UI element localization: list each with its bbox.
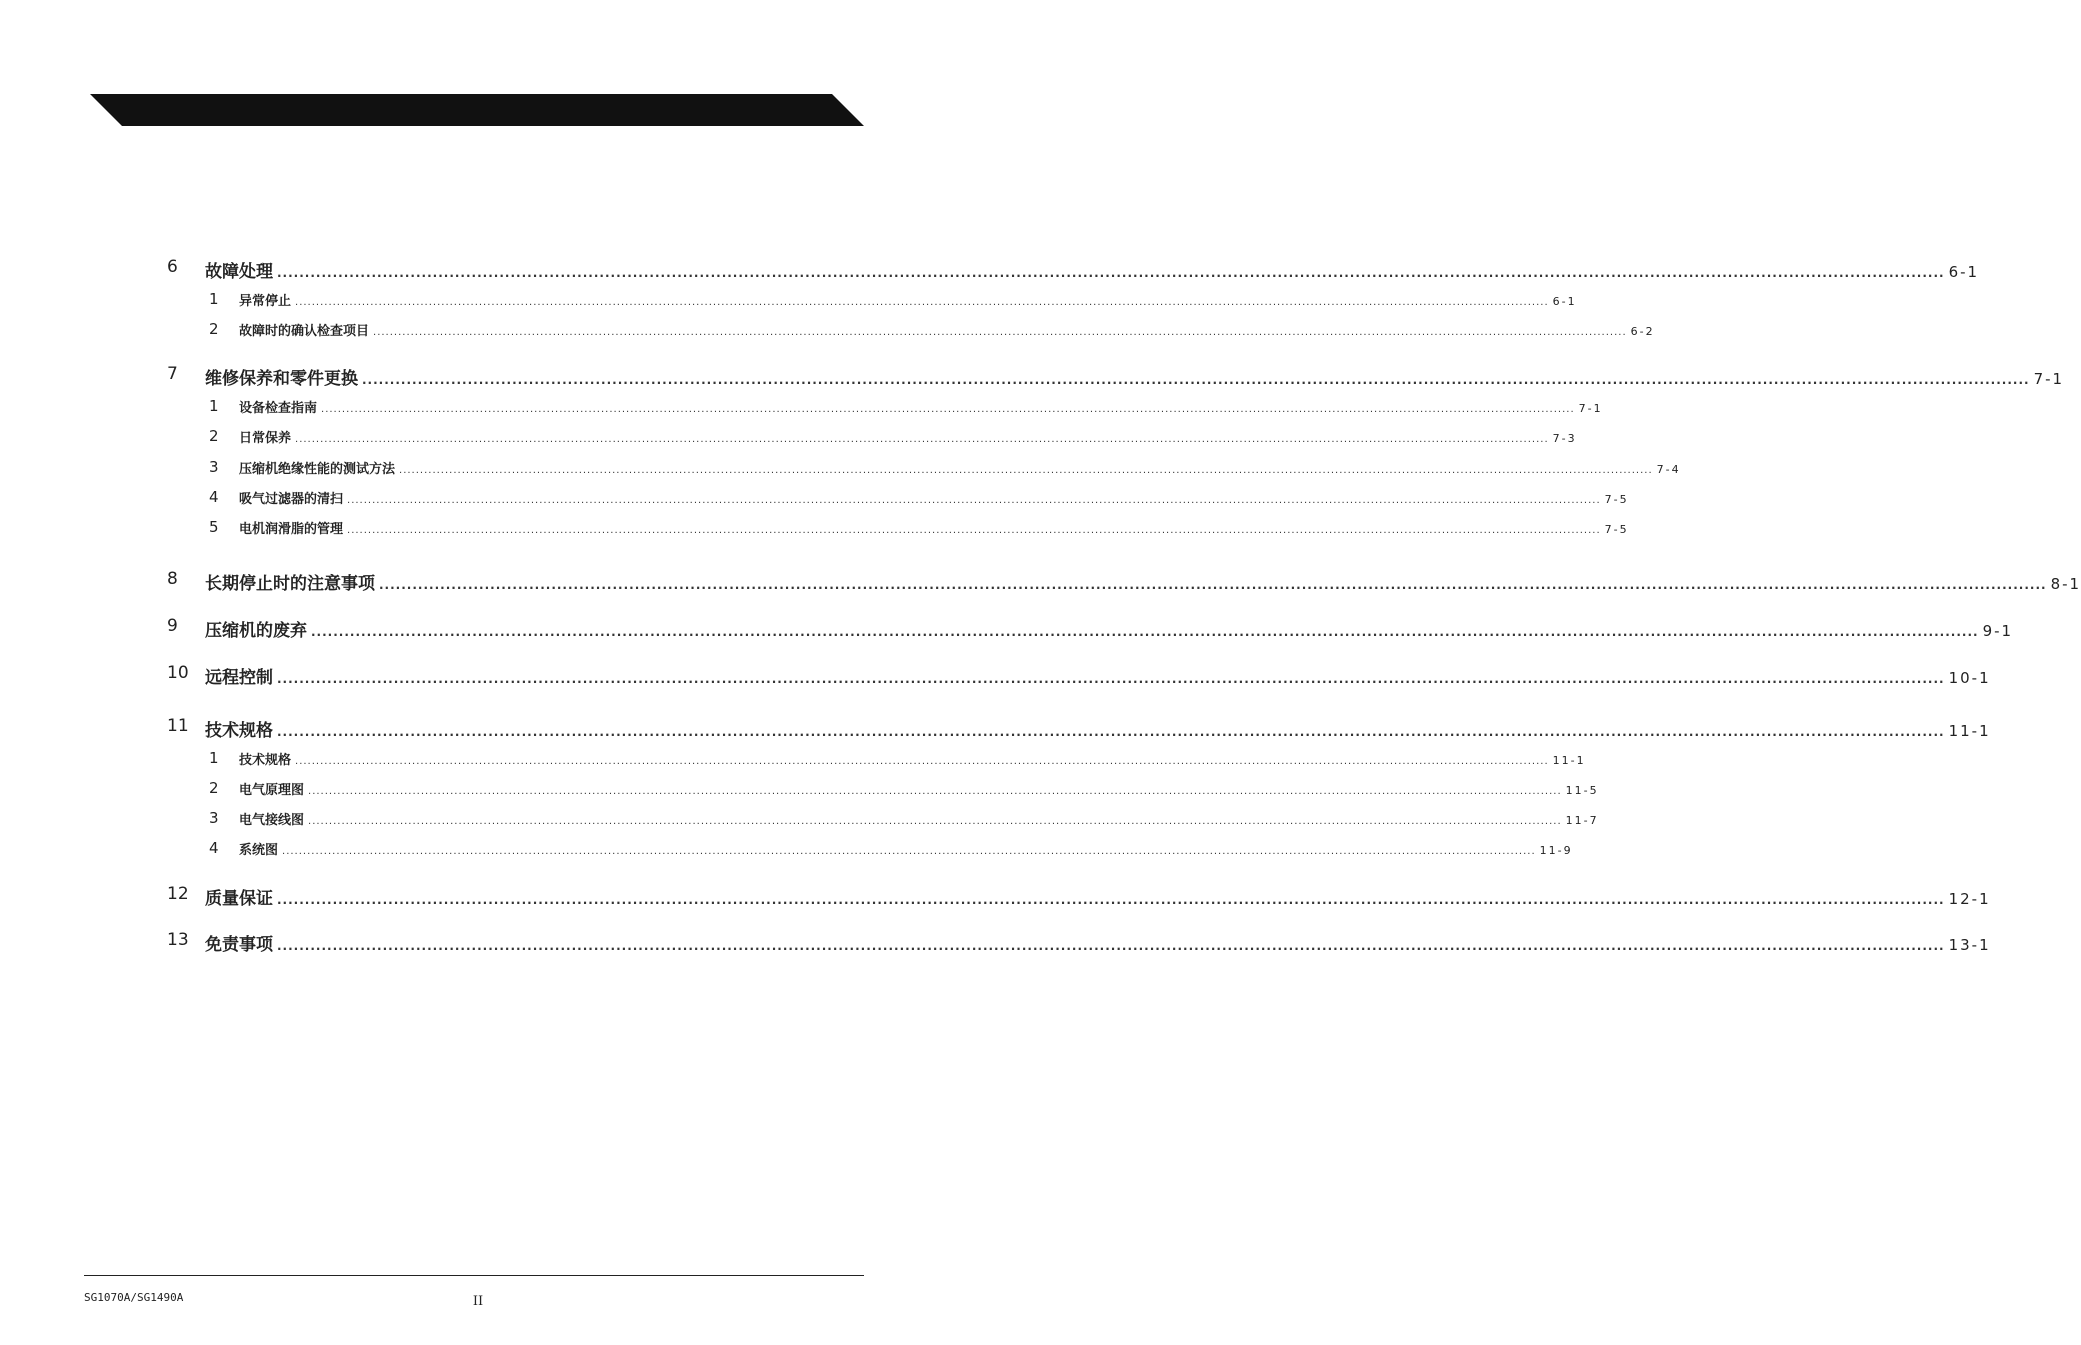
toc-chapter-entry[interactable] — [167, 616, 2014, 641]
toc-dot-leader: ............................................................................................................................................................................................................................................................................................................ — [373, 327, 1627, 338]
toc-dot-leader: ............................................................................................................................................................................................................................................................................................................ — [399, 465, 1653, 476]
toc-entry-page: 7-3 — [1552, 432, 1577, 445]
toc-entry-page: 11-9 — [1539, 844, 1573, 857]
toc-entry-number: 13 — [167, 930, 189, 950]
toc-entry-number: 4 — [209, 839, 219, 857]
toc-entry-title: 电机润滑脂的管理 — [239, 522, 344, 537]
toc-chapter-entry[interactable] — [167, 569, 2081, 594]
toc-section-entry[interactable] — [209, 749, 1586, 768]
toc-entry-title: 维修保养和零件更换 — [205, 369, 358, 389]
toc-section-entry[interactable] — [209, 397, 1603, 416]
toc-chapter-entry[interactable] — [167, 930, 1991, 955]
toc-entry-page: 11-1 — [1552, 754, 1586, 767]
footer-divider — [84, 1275, 864, 1276]
toc-entry-number: 1 — [209, 397, 219, 415]
toc-entry-page: 6-1 — [1552, 295, 1577, 308]
toc-entry-page: 6-2 — [1630, 325, 1655, 338]
toc-section-entry[interactable] — [209, 839, 1573, 858]
toc-entry-page: 11-1 — [1948, 722, 1991, 740]
toc-entry-number: 10 — [167, 663, 189, 683]
toc-dot-leader: ............................................................................................................................................................................................................................................................................................................ — [347, 495, 1601, 506]
toc-entry-number: 1 — [209, 749, 219, 767]
toc-entry-title: 系统图 — [239, 843, 279, 858]
toc-chapter-entry[interactable] — [167, 716, 1991, 741]
toc-entry-page: 8-1 — [2050, 575, 2081, 593]
toc-entry-number: 5 — [209, 518, 219, 536]
toc-entry-page: 7-5 — [1604, 493, 1629, 506]
toc-dot-leader: ............................................................................................................................................................................................................................................................................................................ — [277, 672, 1945, 686]
toc-dot-leader: ............................................................................................................................................................................................................................................................................................................ — [277, 725, 1945, 739]
toc-entry-page: 11-5 — [1565, 784, 1599, 797]
toc-entry-number: 2 — [209, 427, 219, 445]
toc-section-entry[interactable] — [209, 809, 1599, 828]
toc-entry-number: 2 — [209, 779, 219, 797]
toc-dot-leader: ............................................................................................................................................................................................................................................................................................................ — [295, 756, 1549, 767]
toc-entry-number: 1 — [209, 290, 219, 308]
toc-entry-page: 11-7 — [1565, 814, 1599, 827]
toc-entry-title: 技术规格 — [205, 721, 273, 741]
toc-dot-leader: ............................................................................................................................................................................................................................................................................................................ — [277, 939, 1945, 953]
toc-chapter-entry[interactable] — [167, 884, 1991, 909]
toc-entry-title: 吸气过滤器的清扫 — [239, 492, 344, 507]
toc-entry-number: 3 — [209, 809, 219, 827]
toc-dot-leader: ............................................................................................................................................................................................................................................................................................................ — [321, 404, 1575, 415]
toc-entry-title: 电气接线图 — [239, 813, 305, 828]
toc-entry-title: 压缩机绝缘性能的测试方法 — [239, 462, 396, 477]
toc-entry-page: 13-1 — [1948, 936, 1991, 954]
toc-entry-title: 日常保养 — [239, 431, 292, 446]
toc-section-entry[interactable] — [209, 779, 1599, 798]
toc-chapter-entry[interactable] — [167, 257, 1980, 282]
toc-section-entry[interactable] — [209, 290, 1577, 309]
toc-entry-page: 6-1 — [1948, 263, 1980, 281]
toc-entry-page: 12-1 — [1948, 890, 1991, 908]
toc-chapter-entry[interactable] — [167, 364, 2065, 389]
toc-entry-number: 3 — [209, 458, 219, 476]
toc-entry-title: 免责事项 — [205, 935, 273, 955]
toc-entry-page: 7-1 — [1578, 402, 1603, 415]
toc-entry-title: 压缩机的废弃 — [205, 621, 307, 641]
toc-dot-leader: ............................................................................................................................................................................................................................................................................................................ — [295, 434, 1549, 445]
toc-entry-page: 10-1 — [1948, 669, 1991, 687]
toc-entry-title: 故障处理 — [205, 262, 273, 282]
toc-dot-leader: ............................................................................................................................................................................................................................................................................................................ — [308, 816, 1562, 827]
toc-section-entry[interactable] — [209, 320, 1655, 339]
toc-entry-page: 7-4 — [1656, 463, 1681, 476]
toc-entry-title: 设备检查指南 — [239, 401, 318, 416]
toc-dot-leader: ............................................................................................................................................................................................................................................................................................................ — [282, 846, 1536, 857]
toc-dot-leader: ............................................................................................................................................................................................................................................................................................................ — [362, 373, 2030, 387]
toc-dot-leader: ............................................................................................................................................................................................................................................................................................................ — [311, 625, 1979, 639]
toc-section-entry[interactable] — [209, 488, 1629, 507]
toc-entry-title: 质量保证 — [205, 889, 273, 909]
toc-entry-title: 技术规格 — [239, 753, 292, 768]
toc-dot-leader: ............................................................................................................................................................................................................................................................................................................ — [379, 578, 2047, 592]
toc-entry-title: 长期停止时的注意事项 — [205, 574, 375, 594]
toc-entry-number: 11 — [167, 716, 189, 736]
toc-section-entry[interactable] — [209, 427, 1577, 446]
toc-entry-title: 电气原理图 — [239, 783, 305, 798]
toc-dot-leader: ............................................................................................................................................................................................................................................................................................................ — [277, 266, 1945, 280]
toc-entry-number: 8 — [167, 569, 178, 589]
toc-chapter-entry[interactable] — [167, 663, 1991, 688]
toc-entry-title: 远程控制 — [205, 668, 273, 688]
toc-entry-number: 12 — [167, 884, 189, 904]
toc-entry-number: 2 — [209, 320, 219, 338]
toc-section-entry[interactable] — [209, 458, 1681, 477]
toc-dot-leader: ............................................................................................................................................................................................................................................................................................................ — [277, 893, 1945, 907]
toc-entry-number: 7 — [167, 364, 178, 384]
toc-entry-page: 7-1 — [2033, 370, 2065, 388]
toc-entry-number: 6 — [167, 257, 178, 277]
toc-entry-page: 7-5 — [1604, 523, 1629, 536]
toc-entry-title: 故障时的确认检查项目 — [239, 324, 370, 339]
toc-dot-leader: ............................................................................................................................................................................................................................................................................................................ — [347, 525, 1601, 536]
toc-entry-page: 9-1 — [1982, 622, 2014, 640]
toc-entry-number: 4 — [209, 488, 219, 506]
toc-entry-number: 9 — [167, 616, 178, 636]
toc-entry-title: 异常停止 — [239, 294, 292, 309]
footer-page-number: II — [472, 1294, 484, 1309]
toc-dot-leader: ............................................................................................................................................................................................................................................................................................................ — [308, 786, 1562, 797]
footer-model-number: SG1070A/SG1490A — [84, 1291, 184, 1304]
toc-section-entry[interactable] — [209, 518, 1629, 537]
toc-dot-leader: ............................................................................................................................................................................................................................................................................................................ — [295, 297, 1549, 308]
